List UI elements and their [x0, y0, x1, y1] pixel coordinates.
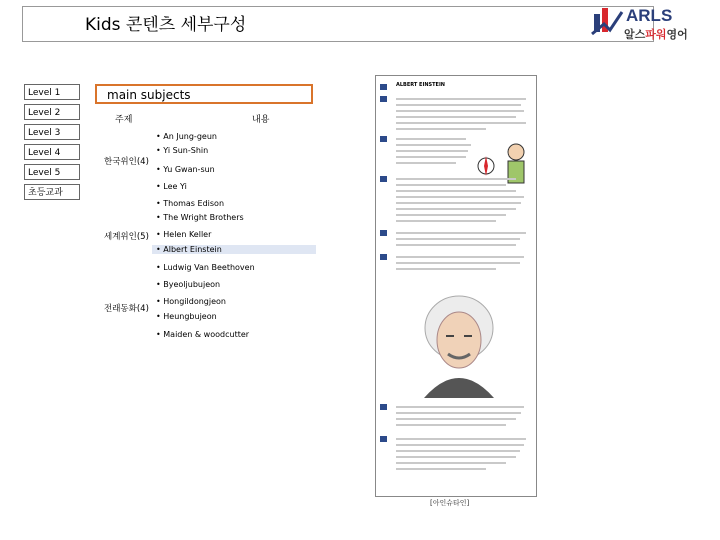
list-item: • Byeoljubujeon: [156, 280, 221, 289]
list-item: • Maiden & woodcutter: [156, 330, 250, 339]
paragraph-marker: [380, 254, 387, 260]
row-label-korean: 한국위인(4): [104, 157, 149, 167]
col-subject-header: 주제: [115, 115, 133, 125]
level-item-1[interactable]: Level 1: [24, 84, 80, 100]
book-caption: [아인슈타인]: [430, 499, 470, 507]
logo-brand: ARLS: [626, 6, 673, 25]
paragraph-marker: [380, 136, 387, 142]
boy-compass-illustration-icon: [468, 136, 532, 196]
logo-subtitle: 알스파워영어: [624, 28, 688, 41]
list-item: • Helen Keller: [156, 230, 212, 239]
list-item: • Heungbujeon: [156, 312, 217, 321]
list-item: • Yu Gwan-sun: [156, 165, 215, 174]
list-item-highlighted[interactable]: • Albert Einstein: [152, 245, 316, 254]
level-item-3[interactable]: Level 3: [24, 124, 80, 140]
list-item: • An Jung-geun: [156, 132, 217, 141]
paragraph-marker: [380, 404, 387, 410]
paragraph-marker: [380, 96, 387, 102]
paragraph-marker: [380, 436, 387, 442]
einstein-portrait-icon: [414, 288, 504, 398]
list-item: • The Wright Brothers: [156, 213, 244, 222]
section-title: main subjects: [95, 84, 313, 104]
row-label-folktales: 전래동화(4): [104, 304, 149, 314]
list-item: • Ludwig Van Beethoven: [156, 263, 255, 272]
level-list: [24, 84, 80, 204]
col-content-header: 내용: [252, 115, 270, 125]
row-label-world: 세계위인(5): [104, 232, 149, 242]
arls-logo: [590, 4, 710, 44]
list-item: • Lee Yi: [156, 182, 187, 191]
paragraph-marker: [380, 176, 387, 182]
level-item-elementary[interactable]: 초등교과: [24, 184, 80, 200]
list-item: • Yi Sun-Shin: [156, 146, 209, 155]
list-item: • Hongildongjeon: [156, 297, 226, 306]
book-page-preview: [375, 75, 537, 497]
book-heading: ALBERT EINSTEIN: [396, 82, 445, 88]
paragraph-marker: [380, 84, 387, 90]
paragraph-marker: [380, 230, 387, 236]
page-title: Kids 콘텐츠 세부구성: [85, 15, 247, 35]
level-item-2[interactable]: Level 2: [24, 104, 80, 120]
list-item: • Thomas Edison: [156, 199, 225, 208]
logo-icon: [590, 4, 624, 40]
level-item-4[interactable]: Level 4: [24, 144, 80, 160]
level-item-5[interactable]: Level 5: [24, 164, 80, 180]
